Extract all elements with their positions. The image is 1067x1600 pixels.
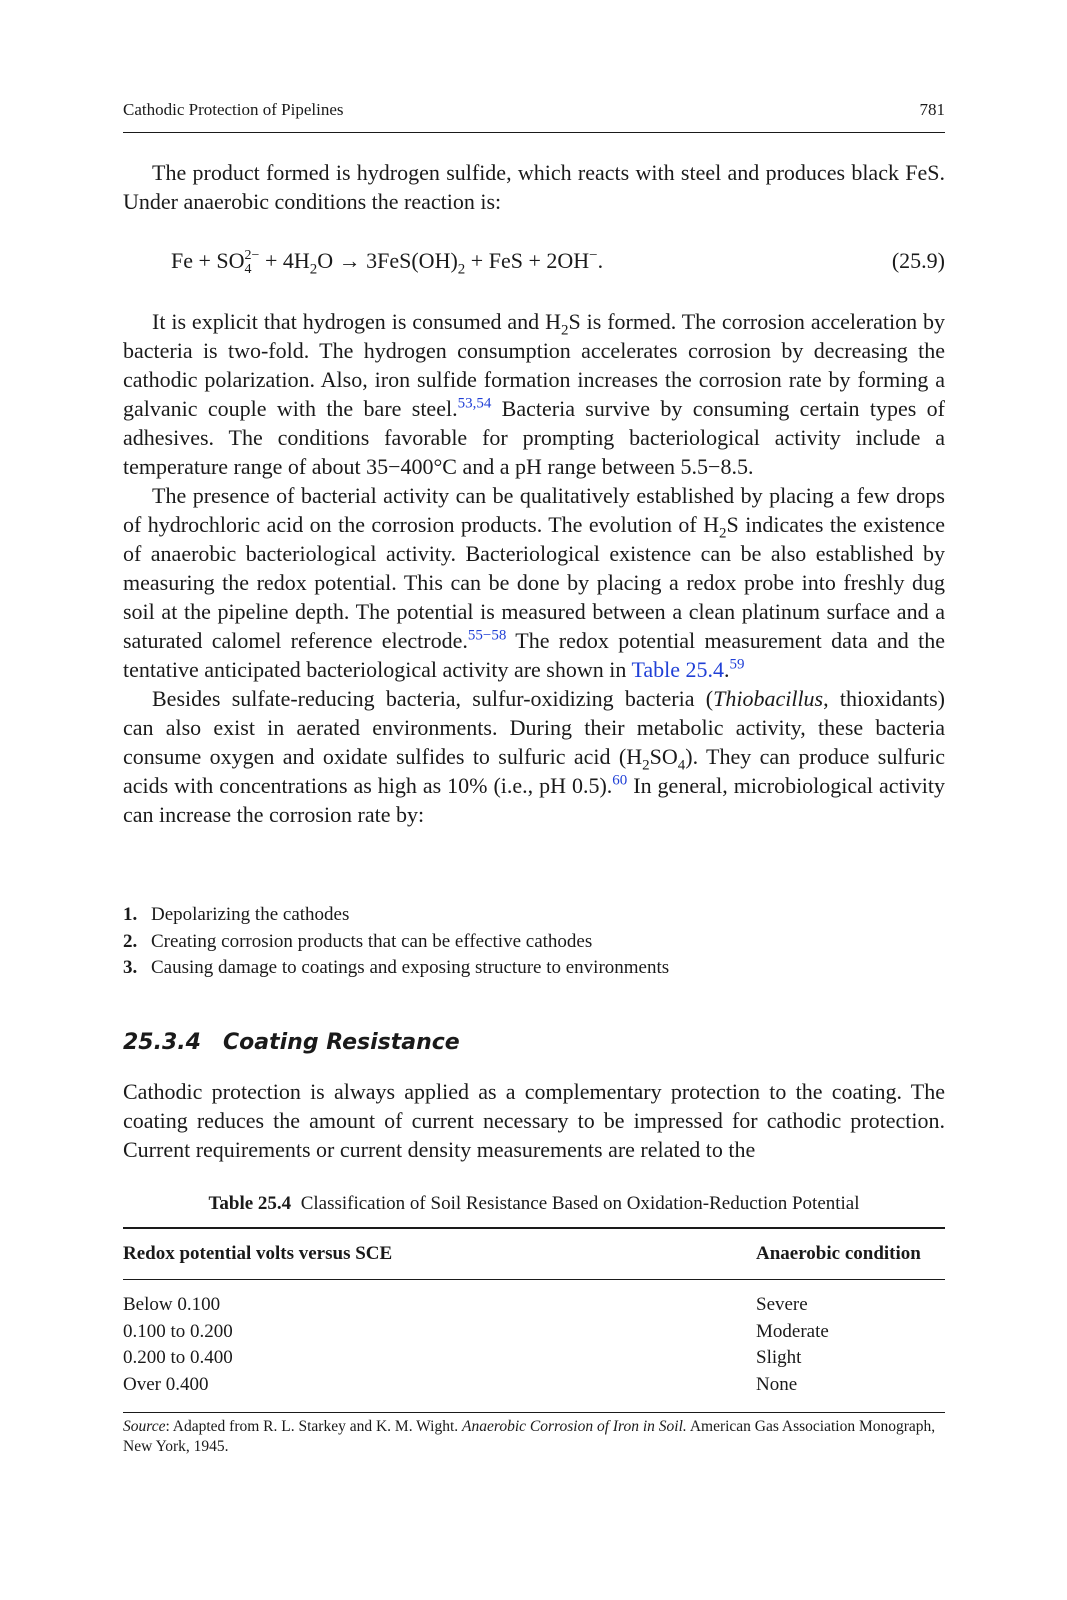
table-source-note: Source: Adapted from R. L. Starkey and K. M. Wight. Anaerobic Corrosion of Iron in Soil. American Gas Association Monograph, New York, 1945.: [123, 1418, 936, 1455]
citation-link[interactable]: 53,54: [457, 395, 492, 412]
section-title: Coating Resistance: [223, 1030, 460, 1055]
citation-link[interactable]: 55−58: [467, 627, 507, 644]
equation-25-9: [123, 248, 945, 280]
citation-link[interactable]: 59: [729, 656, 745, 673]
body-text: [123, 307, 945, 829]
running-header: [123, 98, 945, 133]
section-heading: [123, 1030, 460, 1055]
numbered-list: [123, 902, 945, 982]
equation-number: (25.9): [891, 248, 945, 273]
paragraph-1: The product formed is hydrogen sulfide, which reacts with steel and produces black FeS. Under anaerobic conditions the reaction is:: [123, 160, 945, 214]
table-link[interactable]: Table 25.4: [631, 657, 725, 682]
citation-link[interactable]: 60: [612, 772, 628, 789]
list-item: 3. Causing damage to coatings and exposing structure to environments: [123, 957, 670, 978]
equation-formula: Fe + SO2− $4 + 4H_2O \to 3FeS(OH)_2$ + FeS + 2OH−.: [171, 247, 604, 278]
column-header: Anaerobic condition: [756, 1243, 921, 1264]
running-title: Cathodic Protection of Pipelines: [123, 100, 344, 119]
list-item: 2. Creating corrosion products that can be effective cathodes: [123, 930, 593, 952]
redox-table: [123, 1227, 945, 1413]
paragraph-3: The presence of bacterial activity can be qualitatively established by placing a few drops of hydrochloric acid on the corrosion products. The evolution of $H_2S$ indicates the existence of anaerobic bacteriological activity. Bacteriological existence can be also established by measuring the redox potential. This can be done by placing a redox probe into freshly dug soil at the pipeline depth. The potential is measured between a clean platinum surface and a saturated calomel reference electrode.$^{55-58}$ The redox potential measurement data and the tentative anticipated bacteriological activity are shown in Table 25.4.59: [123, 483, 945, 682]
table-caption: Table 25.4 Classification of Soil Resistance Based on Oxidation-Reduction Potential: [208, 1193, 860, 1214]
column-header: Redox potential volts versus SCE: [123, 1243, 393, 1264]
paragraph-2: It is explicit that hydrogen is consumed and $H_2S$ is formed. The corrosion acceleration by bacteria is two-fold. The hydrogen consumption accelerates corrosion by decreasing the cathodic polarization. Also, iron sulfide formation increases the corrosion rate by forming a galvanic couple with the bare steel.$^{53,54}$ Bacteria survive by consuming certain types of adhesives. The conditions favorable for prompting bacteriological activity include a temperature range of about 35−400°C and a pH range between 5.5−8.5.: [123, 309, 945, 479]
table-row: Over 0.400 None: [123, 1373, 798, 1395]
paragraph-5: Cathodic protection is always applied as a complementary protection to the coating. The coating reduces the amount of current necessary to be impressed for cathodic protection. Current requirements or current density measurements are related to the: [123, 1079, 945, 1162]
table-row: Below 0.100 Severe: [123, 1294, 808, 1315]
table-row: 0.200 to 0.400 Slight: [123, 1347, 802, 1368]
list-item: 1. Depolarizing the cathodes: [123, 904, 350, 925]
section-number: 25.3.4: [123, 1030, 201, 1055]
paragraph-4: Besides sulfate-reducing bacteria, sulfur-oxidizing bacteria (Thiobacillus, thioxidants) can also exist in aerated environments. During their metabolic activity, these bacteria consume oxygen and oxidate sulfides to sulfuric acid $(H_2SO_4)$. They can produce sulfuric acids with concentrations as high as 10% (i.e., pH 0.5).$^{60}$ In general, microbiological activity can increase the corrosion rate by:: [123, 686, 945, 827]
table-header: [123, 1229, 945, 1279]
table-row: 0.100 to 0.200 Moderate: [123, 1320, 829, 1342]
page-number: 781: [919, 100, 945, 119]
